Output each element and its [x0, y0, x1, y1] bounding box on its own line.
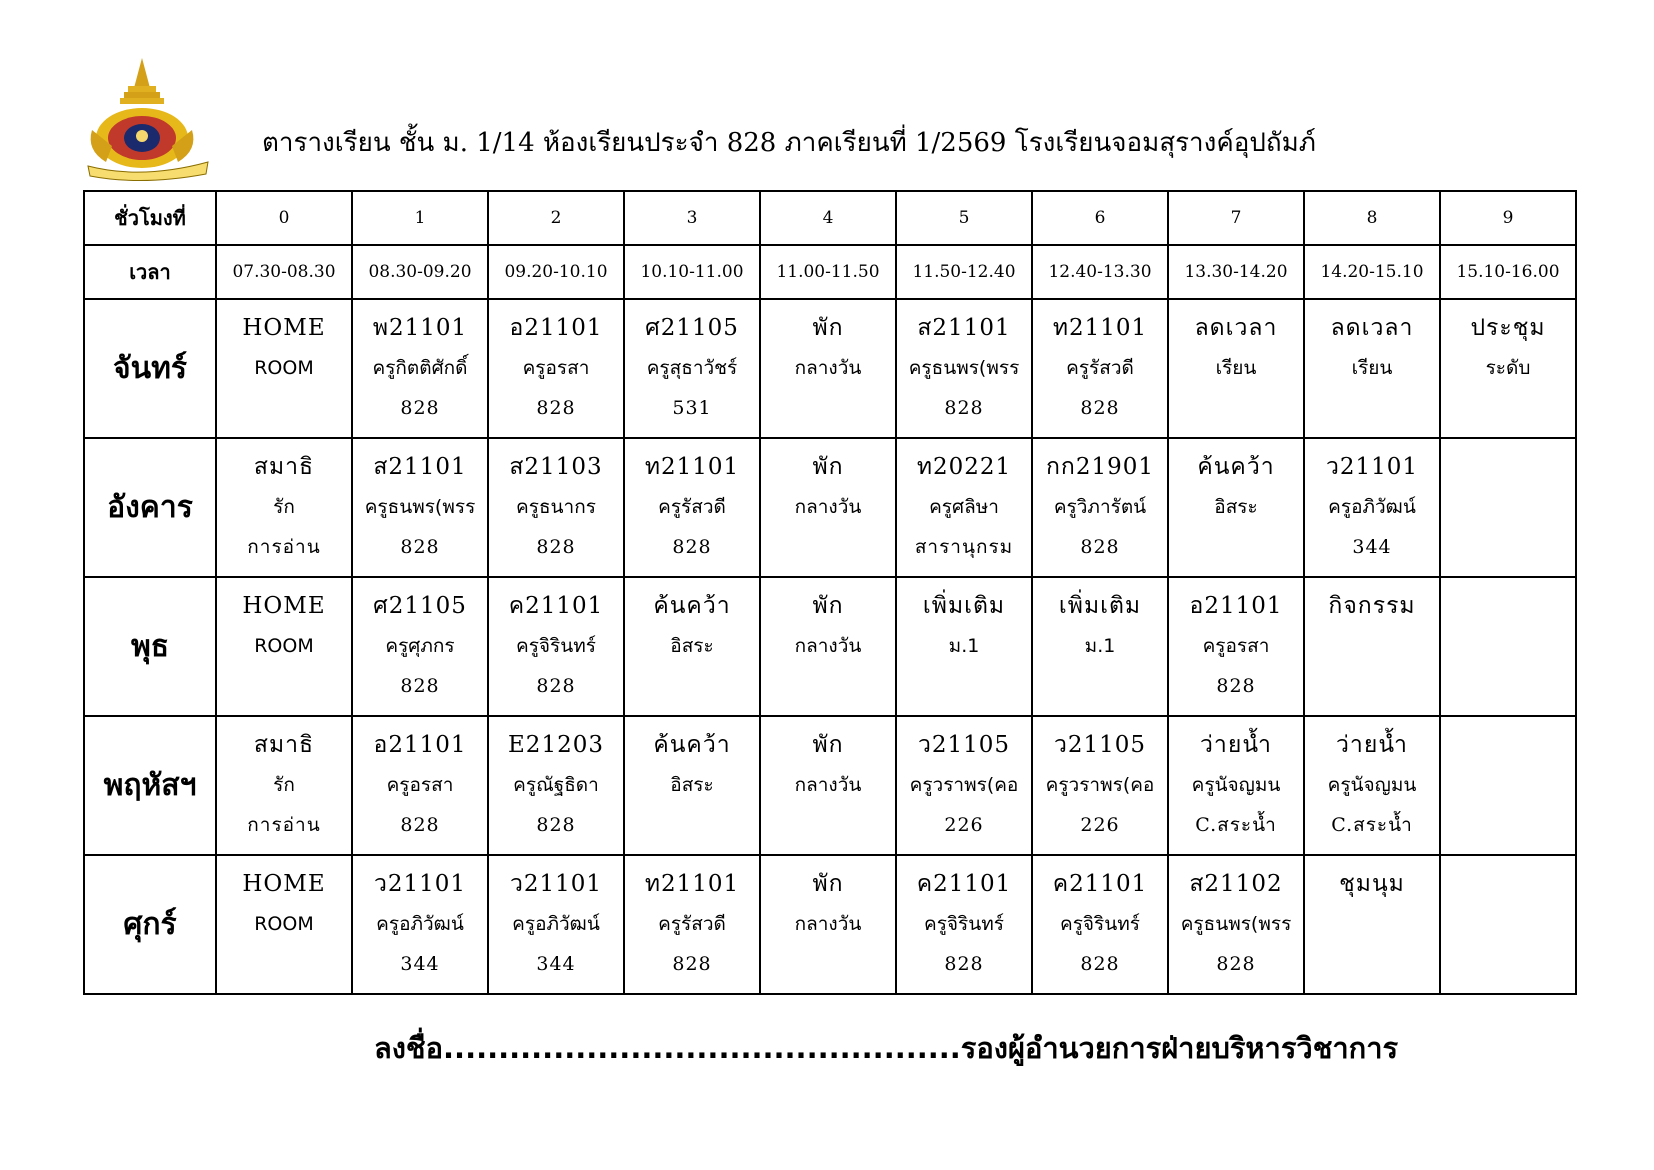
day-name: พุธ — [84, 577, 216, 716]
cell-teacher: กลางวัน — [794, 635, 862, 657]
cell-subject: ศ21105 — [645, 315, 739, 341]
period-number: 8 — [1304, 191, 1440, 245]
cell-subject: เพิ่มเติม — [922, 593, 1006, 619]
schedule-cell — [488, 577, 624, 716]
cell-teacher: กลางวัน — [794, 357, 862, 379]
cell-subject: ค21101 — [508, 593, 604, 619]
schedule-cell — [1304, 716, 1440, 855]
cell-teacher: ครูอรสา — [386, 774, 454, 796]
schedule-cell — [1168, 438, 1304, 577]
period-number: 2 — [488, 191, 624, 245]
day-name: พฤหัสฯ — [84, 716, 216, 855]
cell-room: 344 — [1352, 536, 1392, 558]
time-range: 14.20-15.10 — [1304, 245, 1440, 299]
time-range: 12.40-13.30 — [1032, 245, 1168, 299]
period-number: 5 — [896, 191, 1032, 245]
cell-teacher: ม.1 — [948, 635, 980, 657]
cell-room: 828 — [536, 675, 576, 697]
cell-subject: ส21103 — [509, 454, 603, 480]
schedule-cell — [760, 855, 896, 994]
day-name: จันทร์ — [84, 299, 216, 438]
cell-teacher: ครูธนพร(พรร — [1180, 913, 1292, 935]
cell-room: 828 — [400, 675, 440, 697]
cell-subject: พ21101 — [372, 315, 468, 341]
schedule-cell — [760, 577, 896, 716]
cell-subject: พัก — [812, 732, 844, 758]
cell-teacher: ครูจิรินทร์ — [516, 635, 596, 657]
schedule-cell — [1168, 716, 1304, 855]
period-number: 1 — [352, 191, 488, 245]
cell-room: 828 — [1216, 953, 1256, 975]
cell-subject: ชุมนุม — [1339, 871, 1405, 897]
schedule-cell — [760, 299, 896, 438]
cell-subject: พัก — [812, 315, 844, 341]
cell-room: 828 — [400, 814, 440, 836]
cell-teacher: ครูณัฐธิดา — [513, 774, 599, 796]
cell-teacher: อิสระ — [670, 774, 714, 796]
cell-room: 828 — [536, 814, 576, 836]
period-number: 7 — [1168, 191, 1304, 245]
schedule-cell — [216, 299, 352, 438]
schedule-cell — [1032, 716, 1168, 855]
time-label: เวลา — [84, 245, 216, 299]
cell-subject: ท21101 — [644, 871, 740, 897]
cell-subject: เพิ่มเติม — [1058, 593, 1142, 619]
time-range: 13.30-14.20 — [1168, 245, 1304, 299]
day-name: ศุกร์ — [84, 855, 216, 994]
day-row — [84, 577, 1576, 716]
cell-subject: สมาธิ — [253, 732, 315, 758]
cell-subject: HOME — [242, 593, 326, 619]
cell-teacher: ครูนัจญมน — [1327, 774, 1417, 796]
cell-subject: กิจกรรม — [1328, 593, 1416, 619]
cell-subject: ส21102 — [1189, 871, 1283, 897]
time-range: 11.00-11.50 — [760, 245, 896, 299]
schedule-cell — [1440, 438, 1576, 577]
day-row — [84, 438, 1576, 577]
cell-teacher: ครูอภิวัฒน์ — [512, 913, 600, 935]
period-row — [84, 191, 1576, 245]
cell-subject: กก21901 — [1045, 454, 1155, 480]
cell-room: 828 — [672, 953, 712, 975]
cell-teacher: ROOM — [254, 357, 314, 379]
cell-subject: อ21101 — [1189, 593, 1283, 619]
schedule-cell — [1032, 299, 1168, 438]
cell-subject: ว21101 — [1325, 454, 1419, 480]
cell-teacher: ครูกิตติศักดิ์ — [372, 357, 468, 379]
schedule-cell — [1032, 855, 1168, 994]
time-range: 07.30-08.30 — [216, 245, 352, 299]
time-range: 15.10-16.00 — [1440, 245, 1576, 299]
cell-room: 828 — [944, 953, 984, 975]
cell-subject: ว21105 — [917, 732, 1011, 758]
schedule-cell — [488, 438, 624, 577]
period-number: 0 — [216, 191, 352, 245]
cell-subject: อ21101 — [509, 315, 603, 341]
cell-subject: HOME — [242, 871, 326, 897]
cell-teacher: ครูอภิวัฒน์ — [1328, 496, 1416, 518]
cell-room: 828 — [1216, 675, 1256, 697]
cell-room: สารานุกรม — [914, 536, 1014, 558]
cell-teacher: กลางวัน — [794, 496, 862, 518]
cell-room: 828 — [1080, 953, 1120, 975]
schedule-cell — [1168, 577, 1304, 716]
schedule-cell — [896, 299, 1032, 438]
time-range: 10.10-11.00 — [624, 245, 760, 299]
cell-subject: ว21105 — [1053, 732, 1147, 758]
cell-teacher: ครูอรสา — [522, 357, 590, 379]
cell-subject: ค21101 — [916, 871, 1012, 897]
cell-room: 828 — [672, 536, 712, 558]
cell-subject: ประชุม — [1470, 315, 1546, 341]
cell-room: 828 — [536, 397, 576, 419]
schedule-cell — [1168, 855, 1304, 994]
cell-room: 828 — [400, 536, 440, 558]
schedule-cell — [760, 438, 896, 577]
schedule-cell — [624, 299, 760, 438]
cell-teacher: ม.1 — [1084, 635, 1116, 657]
schedule-cell — [488, 855, 624, 994]
cell-subject: ค้นคว้า — [653, 593, 731, 619]
schedule-cell — [896, 716, 1032, 855]
cell-room: 828 — [944, 397, 984, 419]
cell-subject: อ21101 — [373, 732, 467, 758]
cell-teacher: ROOM — [254, 913, 314, 935]
cell-teacher: ครูอรสา — [1202, 635, 1270, 657]
cell-subject: ท20221 — [916, 454, 1012, 480]
time-range: 08.30-09.20 — [352, 245, 488, 299]
cell-subject: ค21101 — [1052, 871, 1148, 897]
schedule-cell — [1440, 577, 1576, 716]
schedule-cell — [1304, 577, 1440, 716]
cell-teacher: ครูรัสวดี — [658, 913, 726, 935]
cell-teacher: ครูธนากร — [516, 496, 596, 518]
schedule-cell — [624, 438, 760, 577]
schedule-cell — [1032, 438, 1168, 577]
cell-room: 828 — [1080, 397, 1120, 419]
cell-teacher: ครูนัจญมน — [1191, 774, 1281, 796]
schedule-cell — [624, 716, 760, 855]
cell-subject: ท21101 — [1052, 315, 1148, 341]
schedule-cell — [352, 299, 488, 438]
cell-teacher: อิสระ — [670, 635, 714, 657]
cell-subject: HOME — [242, 315, 326, 341]
cell-room: 828 — [1080, 536, 1120, 558]
cell-room: 344 — [536, 953, 576, 975]
schedule-cell — [1440, 855, 1576, 994]
cell-subject: ว่ายน้ำ — [1336, 732, 1408, 758]
schedule-cell — [1168, 299, 1304, 438]
cell-subject: ส21101 — [917, 315, 1011, 341]
cell-room: C.สระน้ำ — [1331, 814, 1413, 836]
cell-subject: พัก — [812, 593, 844, 619]
schedule-cell — [216, 438, 352, 577]
schedule-cell — [896, 855, 1032, 994]
schedule-cell — [1032, 577, 1168, 716]
cell-subject: E21203 — [508, 732, 604, 758]
school-logo — [84, 58, 212, 182]
schedule-cell — [1304, 855, 1440, 994]
schedule-cell — [760, 716, 896, 855]
cell-subject: ลดเวลา — [1194, 315, 1278, 341]
schedule-cell — [352, 855, 488, 994]
period-number: 6 — [1032, 191, 1168, 245]
cell-subject: ว21101 — [373, 871, 467, 897]
schedule-cell — [1440, 716, 1576, 855]
cell-subject: ลดเวลา — [1330, 315, 1414, 341]
cell-teacher: ครูธนพร(พรร — [364, 496, 476, 518]
cell-room: 226 — [944, 814, 984, 836]
cell-teacher: ครูศลิษา — [929, 496, 999, 518]
schedule-cell — [352, 438, 488, 577]
cell-teacher: อิสระ — [1214, 496, 1258, 518]
schedule-cell — [1440, 299, 1576, 438]
cell-teacher: ระดับ — [1485, 357, 1531, 379]
cell-room: C.สระน้ำ — [1195, 814, 1277, 836]
page-title: ตารางเรียน ชั้น ม. 1/14 ห้องเรียนประจำ 828 ภาคเรียนที่ 1/2569 โรงเรียนจอมสุรางค์อุปถัมภ์ — [262, 128, 1316, 158]
cell-teacher: รัก — [273, 774, 295, 796]
day-row — [84, 299, 1576, 438]
cell-teacher: ครูวิภารัตน์ — [1053, 496, 1147, 518]
cell-room: 344 — [400, 953, 440, 975]
cell-subject: พัก — [812, 871, 844, 897]
cell-subject: สมาธิ — [253, 454, 315, 480]
time-range: 09.20-10.10 — [488, 245, 624, 299]
schedule-cell — [896, 577, 1032, 716]
cell-subject: ส21101 — [373, 454, 467, 480]
day-name: อังคาร — [84, 438, 216, 577]
period-number: 3 — [624, 191, 760, 245]
time-row — [84, 245, 1576, 299]
schedule-cell — [896, 438, 1032, 577]
day-row — [84, 855, 1576, 994]
cell-teacher: ครูวราพร(คอ — [909, 774, 1019, 796]
schedule-cell — [216, 855, 352, 994]
cell-room: การอ่าน — [247, 536, 321, 558]
cell-teacher: ครูรัสวดี — [658, 496, 726, 518]
cell-teacher: ครูสุธาวัชร์ — [646, 357, 738, 379]
schedule-cell — [1304, 438, 1440, 577]
timetable — [83, 190, 1577, 995]
cell-teacher: ครูศุภกร — [385, 635, 455, 657]
schedule-cell — [624, 577, 760, 716]
schedule-cell — [624, 855, 760, 994]
period-label: ชั่วโมงที่ — [84, 191, 216, 245]
schedule-cell — [488, 716, 624, 855]
cell-teacher: รัก — [273, 496, 295, 518]
schedule-cell — [352, 716, 488, 855]
time-range: 11.50-12.40 — [896, 245, 1032, 299]
schedule-cell — [216, 716, 352, 855]
cell-subject: ว21101 — [509, 871, 603, 897]
cell-subject: พัก — [812, 454, 844, 480]
schedule-cell — [1304, 299, 1440, 438]
cell-room: 828 — [400, 397, 440, 419]
period-number: 4 — [760, 191, 896, 245]
cell-teacher: ครูธนพร(พรร — [908, 357, 1020, 379]
cell-teacher: เรียน — [1215, 357, 1257, 379]
cell-teacher: ครูรัสวดี — [1066, 357, 1134, 379]
cell-room: การอ่าน — [247, 814, 321, 836]
cell-subject: ว่ายน้ำ — [1200, 732, 1272, 758]
cell-teacher: ครูวราพร(คอ — [1045, 774, 1155, 796]
schedule-cell — [488, 299, 624, 438]
cell-room: 531 — [672, 397, 712, 419]
period-number: 9 — [1440, 191, 1576, 245]
cell-subject: ศ21105 — [373, 593, 467, 619]
cell-teacher: กลางวัน — [794, 913, 862, 935]
cell-room: 828 — [536, 536, 576, 558]
cell-room: 226 — [1080, 814, 1120, 836]
cell-subject: ค้นคว้า — [1197, 454, 1275, 480]
cell-teacher: ROOM — [254, 635, 314, 657]
signature-line: ลงชื่อ...............................................รองผู้อำนวยการฝ่ายบริหารวิชาการ — [374, 1031, 1399, 1065]
cell-teacher: กลางวัน — [794, 774, 862, 796]
cell-teacher: ครูอภิวัฒน์ — [376, 913, 464, 935]
schedule-cell — [352, 577, 488, 716]
cell-teacher: เรียน — [1351, 357, 1393, 379]
cell-teacher: ครูจิรินทร์ — [1060, 913, 1140, 935]
day-row — [84, 716, 1576, 855]
cell-subject: ค้นคว้า — [653, 732, 731, 758]
schedule-cell — [216, 577, 352, 716]
cell-subject: ท21101 — [644, 454, 740, 480]
cell-teacher: ครูจิรินทร์ — [924, 913, 1004, 935]
